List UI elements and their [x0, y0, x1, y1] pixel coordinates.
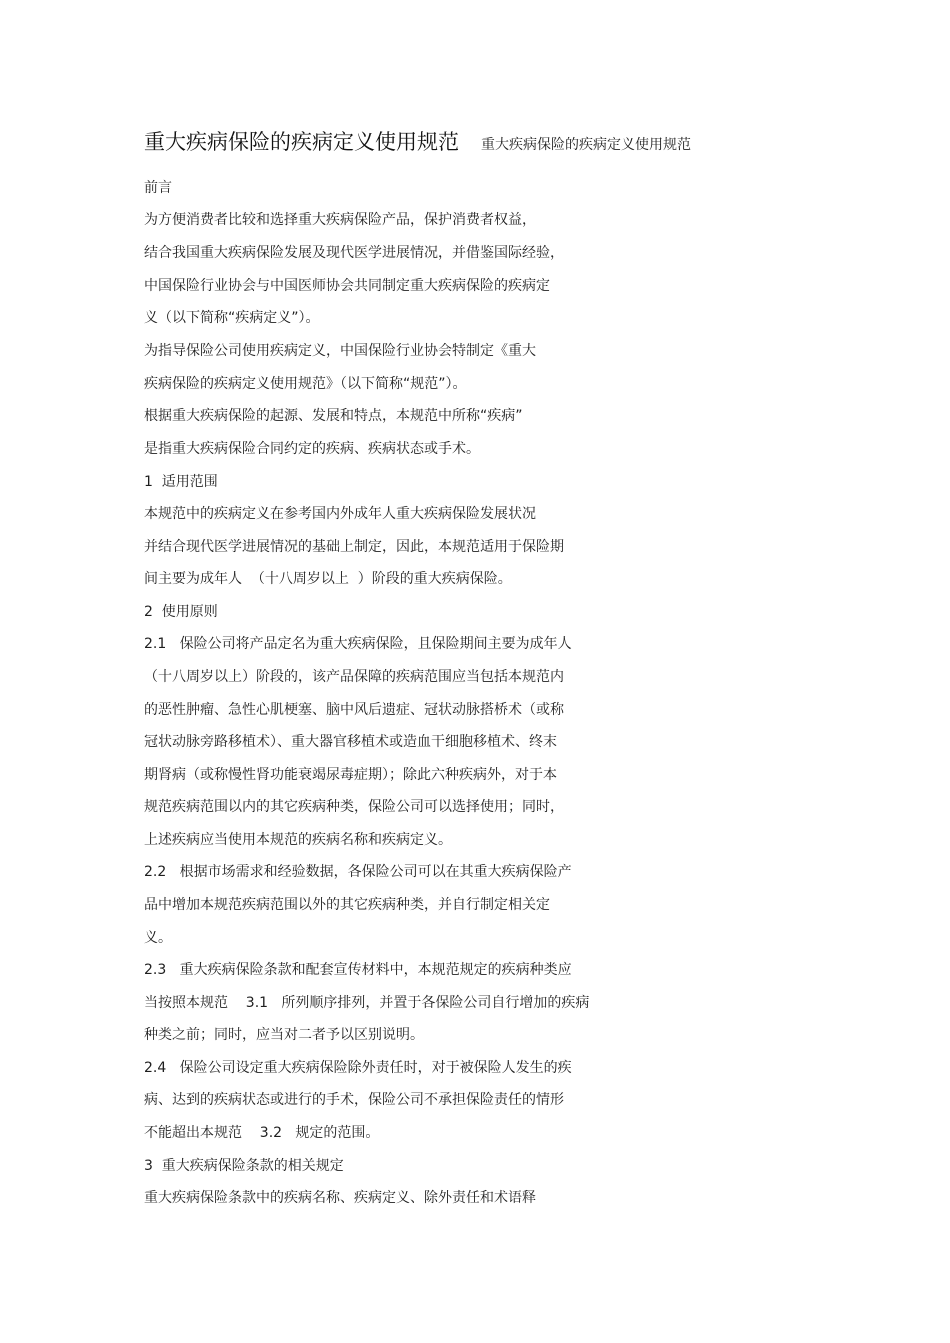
- body-line: 本规范中的疾病定义在参考国内外成年人重大疾病保险发展状况: [144, 506, 536, 522]
- document-subtitle: 重大疾病保险的疾病定义使用规范: [481, 137, 691, 153]
- body-line: 不能超出本规范 3.2 规定的范围。: [144, 1125, 380, 1141]
- section-heading-clauses: 3 重大疾病保险条款的相关规定: [144, 1158, 344, 1174]
- body-line: 是指重大疾病保险合同约定的疾病、疾病状态或手术。: [144, 441, 480, 457]
- section-heading-principles: 2 使用原则: [144, 604, 218, 620]
- body-line: 重大疾病保险条款中的疾病名称、疾病定义、除外责任和术语释: [144, 1190, 536, 1206]
- body-line: 结合我国重大疾病保险发展及现代医学进展情况，并借鉴国际经验，: [144, 245, 564, 261]
- document-title: 重大疾病保险的疾病定义使用规范: [144, 130, 459, 154]
- body-line: 义。: [144, 930, 172, 946]
- body-line: 种类之前；同时，应当对二者予以区别说明。: [144, 1027, 424, 1043]
- body-line: 并结合现代医学进展情况的基础上制定，因此，本规范适用于保险期: [144, 539, 564, 555]
- body-line: 为方便消费者比较和选择重大疾病保险产品，保护消费者权益，: [144, 212, 536, 228]
- body-line: 冠状动脉旁路移植术）、重大器官移植术或造血干细胞移植术、终末: [144, 734, 557, 750]
- body-line: 根据重大疾病保险的起源、发展和特点，本规范中所称“疾病”: [144, 408, 523, 424]
- body-line: 的恶性肿瘤、急性心肌梗塞、脑中风后遗症、冠状动脉搭桥术（或称: [144, 702, 564, 718]
- body-line: 规范疾病范围以内的其它疾病种类，保险公司可以选择使用；同时，: [144, 799, 564, 815]
- body-line: 2.4 保险公司设定重大疾病保险除外责任时，对于被保险人发生的疾: [144, 1060, 572, 1076]
- body-line: 为指导保险公司使用疾病定义，中国保险行业协会特制定《重大: [144, 343, 536, 359]
- body-line: 2.3 重大疾病保险条款和配套宣传材料中，本规范规定的疾病种类应: [144, 962, 572, 978]
- body-line: 义（以下简称“疾病定义”）。: [144, 310, 320, 326]
- body-line: 2.2 根据市场需求和经验数据，各保险公司可以在其重大疾病保险产: [144, 864, 572, 880]
- section-heading-scope: 1 适用范围: [144, 474, 218, 490]
- body-line: 病、达到的疾病状态或进行的手术，保险公司不承担保险责任的情形: [144, 1092, 564, 1108]
- section-heading-preface: 前言: [144, 180, 172, 196]
- body-line: 疾病保险的疾病定义使用规范》（以下简称“规范”）。: [144, 376, 467, 392]
- body-line: 2.1 保险公司将产品定名为重大疾病保险，且保险期间主要为成年人: [144, 636, 572, 652]
- body-line: 间主要为成年人 （十八周岁以上 ）阶段的重大疾病保险。: [144, 571, 512, 587]
- body-line: 上述疾病应当使用本规范的疾病名称和疾病定义。: [144, 832, 452, 848]
- body-line: 品中增加本规范疾病范围以外的其它疾病种类，并自行制定相关定: [144, 897, 550, 913]
- body-line: 中国保险行业协会与中国医师协会共同制定重大疾病保险的疾病定: [144, 278, 550, 294]
- body-line: 当按照本规范 3.1 所列顺序排列，并置于各保险公司自行增加的疾病: [144, 995, 590, 1011]
- body-line: 期肾病（或称慢性肾功能衰竭尿毒症期）；除此六种疾病外，对于本: [144, 767, 557, 783]
- body-line: （十八周岁以上）阶段的，该产品保障的疾病范围应当包括本规范内: [144, 669, 564, 685]
- title-row: [144, 126, 691, 156]
